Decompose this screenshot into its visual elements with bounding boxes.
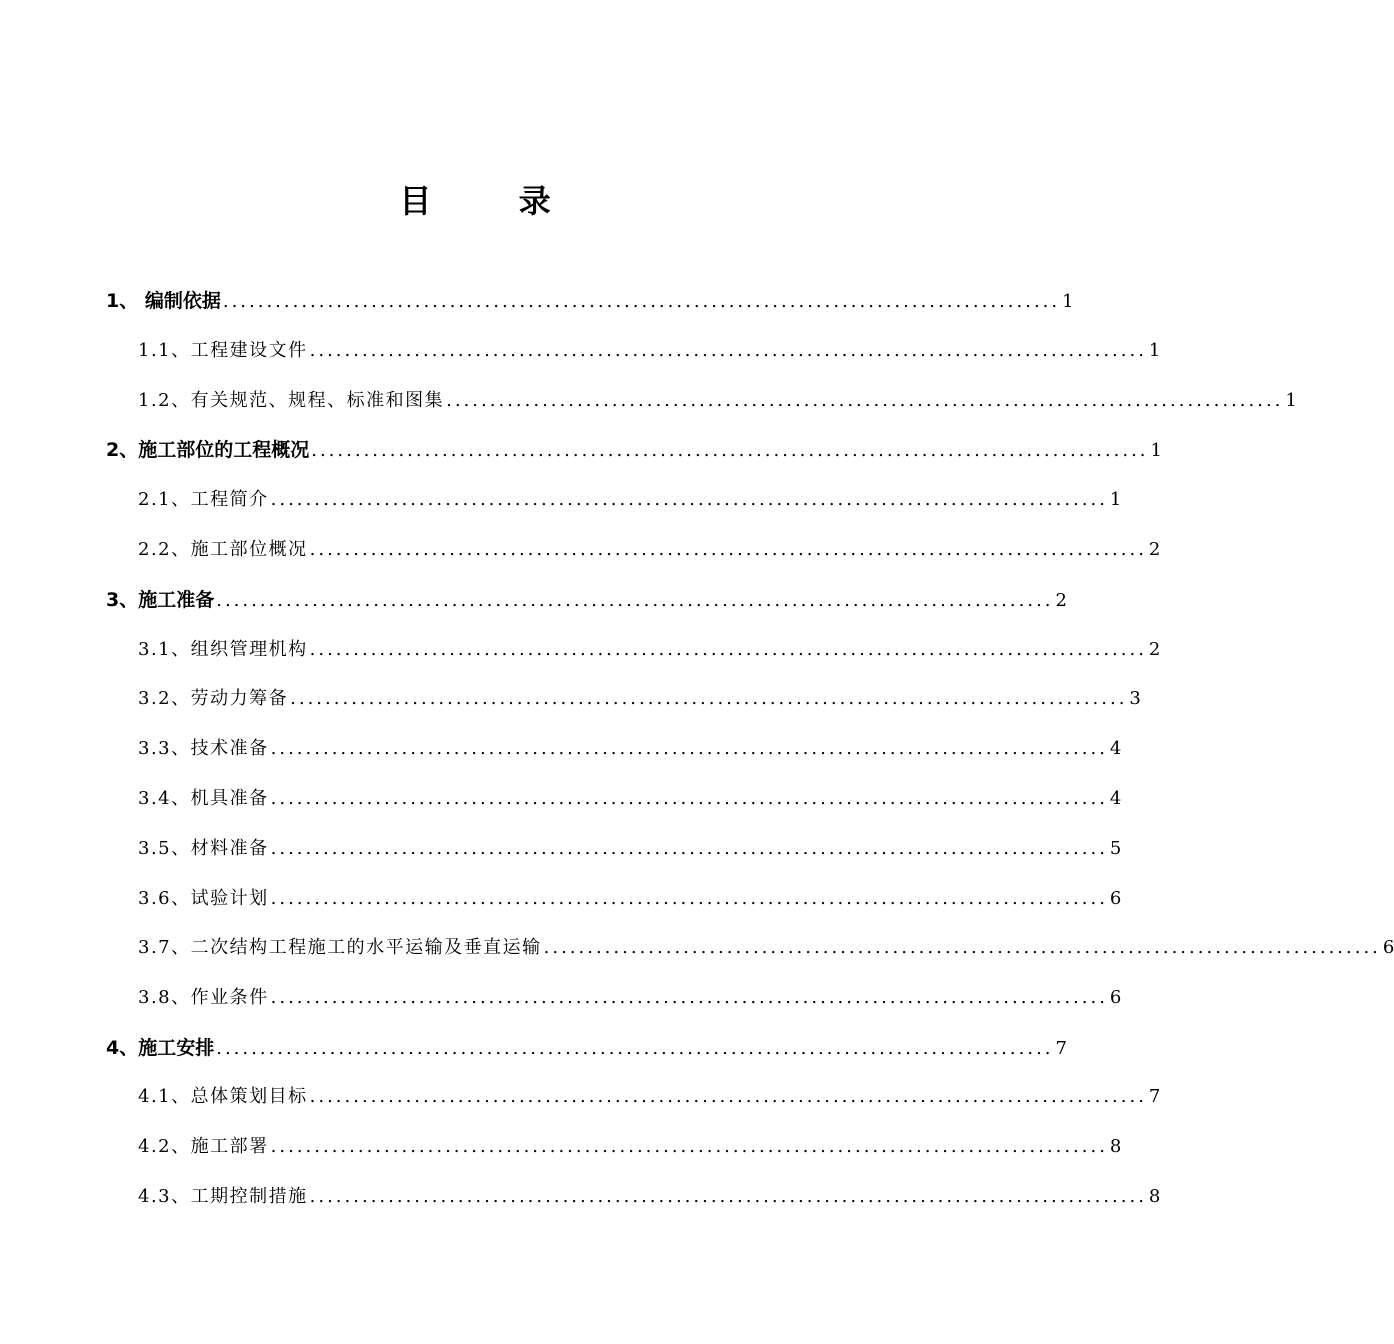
toc-leader: ................................................................................................: [270, 489, 1108, 510]
toc-entry-page: 7: [1055, 1038, 1067, 1059]
toc-entry-page: 4: [1109, 738, 1122, 759]
toc-entry-label: 3.2、劳动力筹备: [138, 688, 289, 709]
toc-entry-page: 4: [1109, 788, 1122, 809]
toc-leader: ................................................................................................: [270, 987, 1108, 1008]
toc-entry-page: 5: [1109, 838, 1122, 859]
toc-entry-label: 2.1、工程简介: [138, 489, 269, 510]
toc-entry-page: 3: [1129, 688, 1141, 709]
toc-entry-label: 3.4、机具准备: [138, 788, 269, 809]
toc-entry-3-4[interactable]: [138, 774, 1122, 824]
toc-entry-page: 6: [1109, 987, 1122, 1008]
toc-entry-label: 3.6、试验计划: [138, 888, 269, 909]
toc-entry-page: 1: [1148, 340, 1161, 361]
toc-entry-label: 2.2、施工部位概况: [138, 539, 308, 560]
toc-leader: ................................................................................................: [270, 888, 1108, 909]
toc-entry-label: 1.2、有关规范、规程、标准和图集: [138, 390, 445, 411]
toc-leader: ................................................................................................: [309, 1086, 1147, 1107]
toc-entry-page: 2: [1055, 590, 1067, 611]
toc-entry-2[interactable]: [106, 425, 1162, 475]
toc-entry-label: 3.7、二次结构工程施工的水平运输及垂直运输: [138, 937, 542, 958]
toc-entry-4-2[interactable]: [138, 1122, 1122, 1172]
toc-entry-label: 3.1、组织管理机构: [138, 639, 308, 660]
toc-entry-label: 3.3、技术准备: [138, 738, 269, 759]
toc-entry-page: 1: [1109, 489, 1122, 510]
toc-leader: ................................................................................................: [222, 291, 1061, 312]
toc-leader: ................................................................................................: [309, 639, 1147, 660]
toc-leader: ................................................................................................: [309, 1186, 1147, 1207]
toc-entry-label: 3.8、作业条件: [138, 987, 269, 1008]
toc-entry-3-2[interactable]: [138, 674, 1141, 724]
toc-entry-3-8[interactable]: [138, 973, 1122, 1023]
toc-entry-1-1[interactable]: [138, 326, 1161, 376]
toc-leader: ................................................................................................: [446, 390, 1284, 411]
toc-entry-1[interactable]: [106, 276, 1074, 326]
toc-entry-label: 3、施工准备: [106, 589, 215, 611]
toc-leader: ................................................................................................: [216, 1038, 1054, 1059]
toc-entry-label: 1、 编制依据: [106, 290, 221, 312]
toc-leader: ................................................................................................: [270, 1136, 1108, 1157]
toc-entry-page: 1: [1285, 390, 1297, 411]
toc-entry-3-6[interactable]: [138, 874, 1122, 924]
toc-leader: ................................................................................................: [309, 340, 1147, 361]
toc-entry-4-3[interactable]: [138, 1172, 1161, 1222]
toc-entry-page: 6: [1109, 888, 1122, 909]
toc-entry-label: 4、施工安排: [106, 1037, 215, 1059]
toc-entry-page: 1: [1150, 440, 1162, 461]
toc-entry-label: 4.1、总体策划目标: [138, 1086, 308, 1107]
toc-entry-3-1[interactable]: [138, 625, 1161, 675]
toc-entry-2-1[interactable]: [138, 475, 1122, 525]
toc-entry-label: 3.5、材料准备: [138, 838, 269, 859]
toc-entry-label: 1.1、工程建设文件: [138, 340, 308, 361]
toc-entry-2-2[interactable]: [138, 525, 1161, 575]
toc-entry-3-7[interactable]: [138, 923, 1394, 973]
toc-entry-3-3[interactable]: [138, 724, 1122, 774]
page-title: 目 录: [399, 182, 589, 220]
toc-leader: ................................................................................................: [216, 590, 1054, 611]
toc-leader: ................................................................................................: [309, 539, 1147, 560]
toc-leader: ................................................................................................: [270, 838, 1108, 859]
toc-leader: ................................................................................................: [311, 440, 1149, 461]
toc-leader: ................................................................................................: [543, 937, 1381, 958]
toc-entry-label: 4.3、工期控制措施: [138, 1186, 308, 1207]
toc-entry-4-1[interactable]: [138, 1072, 1161, 1122]
toc-entry-1-2[interactable]: [138, 376, 1297, 426]
toc-entry-page: 2: [1148, 539, 1161, 560]
toc-leader: ................................................................................................: [290, 688, 1128, 709]
toc-entry-page: 7: [1148, 1086, 1161, 1107]
toc-entry-page: 6: [1382, 937, 1394, 958]
toc-entry-label: 4.2、施工部署: [138, 1136, 269, 1157]
toc-entry-page: 8: [1148, 1186, 1161, 1207]
toc-leader: ................................................................................................: [270, 788, 1108, 809]
toc-entry-3-5[interactable]: [138, 824, 1122, 874]
toc-leader: ................................................................................................: [270, 738, 1108, 759]
toc-entry-label: 2、施工部位的工程概况: [106, 439, 310, 461]
toc-entry-3[interactable]: [106, 575, 1067, 625]
toc-entry-page: 8: [1109, 1136, 1122, 1157]
toc-entry-page: 1: [1062, 291, 1074, 312]
toc-entry-4[interactable]: [106, 1023, 1067, 1073]
toc-entry-page: 2: [1148, 639, 1161, 660]
